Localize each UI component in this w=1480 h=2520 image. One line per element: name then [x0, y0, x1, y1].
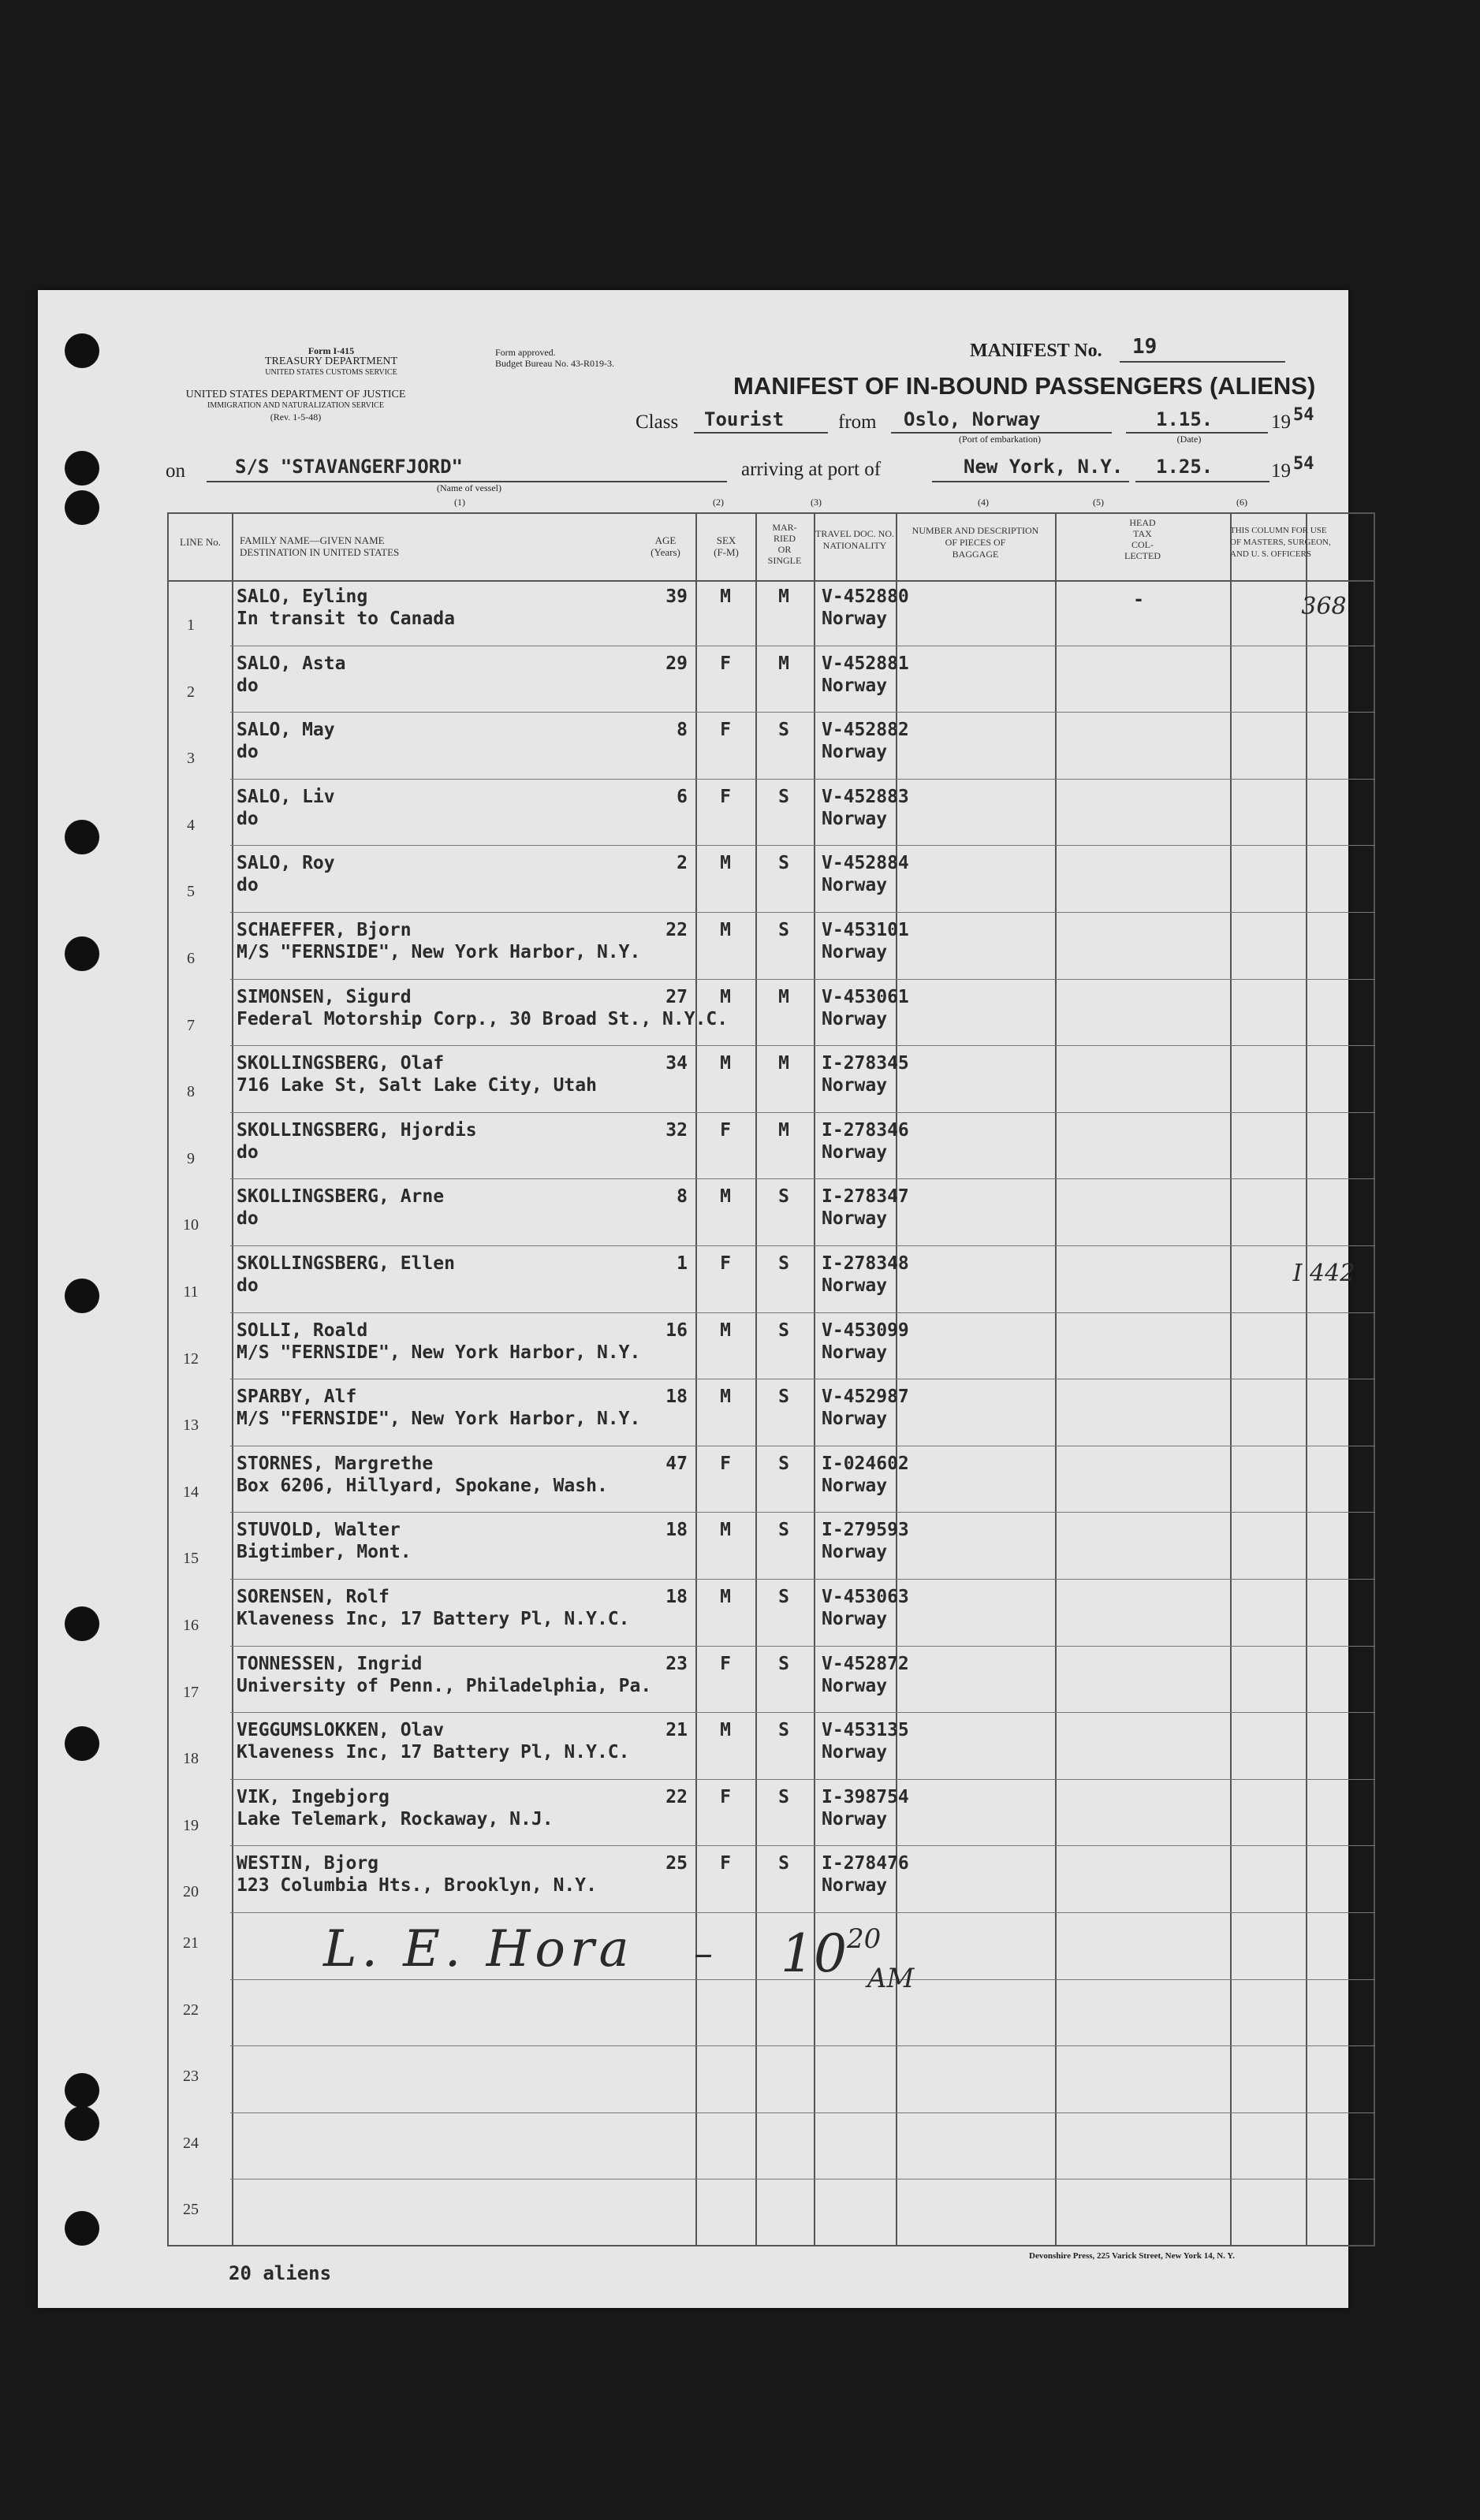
- passenger-name: SKOLLINGSBERG, Arne: [237, 1186, 445, 1208]
- arrival-time-hour: 10: [781, 1923, 847, 1984]
- age: 2: [677, 853, 688, 874]
- age: 8: [677, 720, 688, 741]
- line-number: 25: [183, 2201, 199, 2219]
- from-value: Oslo, Norway: [904, 408, 1041, 430]
- table-row: [167, 1379, 1375, 1446]
- sex: M: [720, 1587, 731, 1607]
- col-header-age: AGE (Years): [651, 534, 680, 558]
- line-number: 16: [183, 1617, 199, 1634]
- nationality: Norway: [822, 1141, 888, 1163]
- destination: M/S "FERNSIDE", New York Harbor, N.Y.: [237, 1342, 641, 1363]
- col-header-name: FAMILY NAME—GIVEN NAME DESTINATION IN UNITED STATES: [240, 534, 400, 558]
- destination: M/S "FERNSIDE", New York Harbor, N.Y.: [237, 942, 641, 962]
- destination: Federal Motorship Corp., 30 Broad St., N.Y.C.: [237, 1008, 729, 1029]
- nationality: Norway: [822, 1208, 888, 1230]
- age: 29: [665, 653, 688, 674]
- column-number: (5): [1093, 497, 1104, 508]
- age: 25: [665, 1853, 688, 1874]
- destination: do: [237, 1208, 259, 1230]
- column-number: (6): [1236, 497, 1247, 508]
- marital-status: M: [778, 586, 789, 607]
- nationality: Norway: [822, 1275, 888, 1296]
- year2-prefix: 19: [1271, 460, 1291, 482]
- sex: M: [720, 1186, 731, 1208]
- line-number: 24: [183, 2134, 199, 2152]
- table-row: [167, 979, 1375, 1046]
- travel-doc-number: I-278345: [822, 1053, 909, 1074]
- binder-hole: [65, 2211, 99, 2246]
- passenger-name: SKOLLINGSBERG, Olaf: [237, 1053, 445, 1074]
- travel-doc-number: V-453101: [822, 920, 909, 940]
- arrival-time-minutes: 20: [846, 1923, 882, 1955]
- officer-note: I 442: [1292, 1260, 1355, 1287]
- destination: Lake Telemark, Rockaway, N.J.: [237, 1808, 554, 1830]
- class-value: Tourist: [704, 408, 785, 430]
- binder-hole: [65, 820, 99, 854]
- manifest-number-underline: [1120, 361, 1285, 363]
- line-number: 21: [183, 1934, 199, 1952]
- sex: M: [720, 920, 731, 940]
- arrival-time-ampm: AM: [867, 1963, 915, 1994]
- sex: M: [720, 1720, 731, 1741]
- sex: F: [720, 653, 731, 674]
- binder-hole: [65, 2106, 99, 2141]
- travel-doc-number: V-452872: [822, 1653, 909, 1674]
- binder-hole: [65, 1279, 99, 1313]
- table-row: [167, 646, 1375, 713]
- table-row: [167, 779, 1375, 846]
- nationality: Norway: [822, 875, 888, 896]
- inspector-signature: L. E. Hora: [323, 1920, 634, 1978]
- travel-doc-number: V-453063: [822, 1587, 909, 1607]
- table-row: [167, 1178, 1375, 1245]
- nationality: Norway: [822, 1609, 888, 1629]
- line-number: 11: [183, 1283, 199, 1301]
- travel-doc-number: I-278346: [822, 1119, 909, 1141]
- destination: In transit to Canada: [237, 609, 455, 629]
- travel-doc-number: V-453099: [822, 1320, 909, 1341]
- line-number: 2: [187, 683, 195, 701]
- nationality: Norway: [822, 609, 888, 629]
- age: 22: [665, 920, 688, 940]
- nationality: Norway: [822, 1542, 888, 1563]
- line-number: 8: [187, 1083, 195, 1101]
- line-number: 18: [183, 1750, 199, 1768]
- year2-value: 54: [1293, 454, 1314, 474]
- nationality: Norway: [822, 1342, 888, 1363]
- line-number: 22: [183, 2001, 199, 2019]
- column-number: (3): [811, 497, 822, 508]
- passenger-name: SALO, Eyling: [237, 586, 368, 607]
- nationality: Norway: [822, 942, 888, 962]
- date1-value: 1.15.: [1156, 408, 1213, 430]
- budget-bureau-text: Budget Bureau No. 43-R019-3.: [495, 358, 614, 369]
- passenger-name: SALO, Roy: [237, 853, 335, 874]
- form-approval: [495, 347, 614, 369]
- from-label: from: [838, 411, 877, 433]
- table-row: [167, 712, 1375, 779]
- travel-doc-number: V-452882: [822, 720, 909, 741]
- table-row: [167, 2179, 1375, 2246]
- passenger-name: SIMONSEN, Sigurd: [237, 986, 412, 1007]
- age: 32: [665, 1119, 688, 1141]
- col-header-officers: THIS COLUMN FOR USE OF MASTERS, SURGEON, AND U. S. OFFICERS: [1230, 526, 1331, 559]
- table-row: [167, 1646, 1375, 1713]
- form-number: Form I-415: [308, 345, 355, 356]
- sex: F: [720, 1253, 731, 1274]
- line-number: 6: [187, 950, 195, 967]
- travel-doc-number: I-278348: [822, 1253, 909, 1274]
- on-label: on: [166, 460, 185, 482]
- age: 6: [677, 786, 688, 807]
- destination: Bigtimber, Mont.: [237, 1542, 412, 1563]
- table-row: [167, 1245, 1375, 1312]
- table-row: [167, 1512, 1375, 1579]
- destination: do: [237, 808, 259, 829]
- table-row: [167, 1045, 1375, 1112]
- arrival-time: [781, 1923, 881, 1984]
- line-number: 10: [183, 1216, 199, 1234]
- sex: M: [720, 1387, 731, 1408]
- travel-doc-number: I-278347: [822, 1186, 909, 1208]
- marital-status: M: [778, 1119, 789, 1141]
- travel-doc-number: I-024602: [822, 1453, 909, 1474]
- line-number: 9: [187, 1149, 195, 1167]
- date-caption: (Date): [1176, 434, 1202, 445]
- binder-hole: [65, 1726, 99, 1761]
- destination: Box 6206, Hillyard, Spokane, Wash.: [237, 1475, 608, 1496]
- destination: M/S "FERNSIDE", New York Harbor, N.Y.: [237, 1409, 641, 1430]
- total-aliens: 20 aliens: [229, 2262, 332, 2284]
- head-tax: -: [1133, 590, 1144, 610]
- sex: F: [720, 1453, 731, 1474]
- class-underline: [694, 432, 828, 434]
- destination: Klaveness Inc, 17 Battery Pl, N.Y.C.: [237, 1609, 630, 1629]
- table-row: [167, 1112, 1375, 1179]
- table-row: [167, 1446, 1375, 1513]
- passenger-name: SORENSEN, Rolf: [237, 1587, 390, 1607]
- age: 27: [665, 986, 688, 1007]
- age: 21: [665, 1720, 688, 1741]
- marital-status: M: [778, 1053, 789, 1074]
- travel-doc-number: V-452987: [822, 1387, 909, 1408]
- passenger-name: SCHAEFFER, Bjorn: [237, 920, 412, 940]
- form-header-justice: [162, 389, 430, 422]
- marital-status: S: [778, 1253, 789, 1274]
- line-number: 1: [187, 616, 195, 634]
- destination: do: [237, 875, 259, 896]
- manifest-number-label: MANIFEST No.: [970, 341, 1102, 361]
- marital-status: S: [778, 1653, 789, 1674]
- marital-status: S: [778, 1453, 789, 1474]
- passenger-name: SOLLI, Roald: [237, 1320, 368, 1341]
- nationality: Norway: [822, 1075, 888, 1096]
- table-row: [167, 912, 1375, 979]
- marital-status: S: [778, 1186, 789, 1208]
- customs-service: UNITED STATES CUSTOMS SERVICE: [265, 368, 397, 377]
- manifest-number-value: 19: [1132, 335, 1158, 359]
- nationality: Norway: [822, 1675, 888, 1696]
- table-row: [167, 1579, 1375, 1646]
- nationality: Norway: [822, 1475, 888, 1496]
- line-number: 15: [183, 1550, 199, 1568]
- nationality: Norway: [822, 1008, 888, 1029]
- age: 47: [665, 1453, 688, 1474]
- marital-status: S: [778, 1720, 789, 1741]
- officer-note: 368: [1301, 593, 1347, 620]
- sex: F: [720, 786, 731, 807]
- passenger-name: SKOLLINGSBERG, Ellen: [237, 1253, 455, 1274]
- sex: F: [720, 1119, 731, 1141]
- age: 18: [665, 1387, 688, 1408]
- passenger-name: TONNESSEN, Ingrid: [237, 1653, 423, 1674]
- line-number: 23: [183, 2068, 199, 2086]
- sex: M: [720, 1520, 731, 1541]
- sex: M: [720, 986, 731, 1007]
- destination: 716 Lake St, Salt Lake City, Utah: [237, 1075, 597, 1096]
- age: 18: [665, 1520, 688, 1541]
- destination: Klaveness Inc, 17 Battery Pl, N.Y.C.: [237, 1742, 630, 1763]
- line-number: 13: [183, 1416, 199, 1435]
- treasury-department: TREASURY DEPARTMENT: [264, 355, 398, 367]
- binder-hole: [65, 2073, 99, 2108]
- destination: 123 Columbia Hts., Brooklyn, N.Y.: [237, 1875, 597, 1897]
- year1-prefix: 19: [1271, 411, 1291, 433]
- immigration-service: IMMIGRATION AND NATURALIZATION SERVICE: [207, 401, 384, 410]
- passenger-name: WESTIN, Bjorg: [237, 1853, 379, 1874]
- sex: M: [720, 1320, 731, 1341]
- table-row: [167, 1979, 1375, 2046]
- table-row: [167, 579, 1375, 646]
- year1-value: 54: [1293, 405, 1314, 425]
- destination: do: [237, 742, 259, 763]
- age: 34: [665, 1053, 688, 1074]
- table-row: [167, 2045, 1375, 2112]
- line-number: 20: [183, 1883, 199, 1901]
- column-number: (1): [454, 497, 465, 508]
- marital-status: M: [778, 653, 789, 674]
- nationality: Norway: [822, 808, 888, 829]
- nationality: Norway: [822, 742, 888, 763]
- table-row: [167, 1779, 1375, 1846]
- binder-hole: [65, 936, 99, 971]
- table-row: [167, 2112, 1375, 2179]
- marital-status: S: [778, 1520, 789, 1541]
- travel-doc-number: V-453135: [822, 1720, 909, 1741]
- line-number: 4: [187, 816, 195, 834]
- vessel-value: S/S "STAVANGERFJORD": [235, 456, 463, 478]
- table-row: [167, 1712, 1375, 1779]
- binder-hole: [65, 490, 99, 525]
- date2-value: 1.25.: [1156, 456, 1213, 478]
- age: 23: [665, 1653, 688, 1674]
- nationality: Norway: [822, 1742, 888, 1763]
- sex: F: [720, 720, 731, 741]
- printer-imprint: Devonshire Press, 225 Varick Street, New York 14, N. Y.: [1029, 2251, 1235, 2261]
- col-header-tax: HEAD TAX COL- LECTED: [1124, 517, 1161, 561]
- travel-doc-number: V-453061: [822, 986, 909, 1007]
- date2-underline: [1135, 481, 1269, 482]
- marital-status: S: [778, 1587, 789, 1607]
- age: 8: [677, 1186, 688, 1208]
- destination: University of Penn., Philadelphia, Pa.: [237, 1675, 652, 1696]
- col-header-sex: SEX (F-M): [714, 534, 739, 558]
- destination: do: [237, 675, 259, 696]
- embarkation-caption: (Port of embarkation): [959, 434, 1041, 445]
- column-number: (4): [978, 497, 989, 508]
- line-number: 5: [187, 883, 195, 901]
- line-number: 3: [187, 750, 195, 768]
- age: 18: [665, 1587, 688, 1607]
- line-number: 14: [183, 1483, 199, 1501]
- table-row: [167, 845, 1375, 912]
- col-header-baggage: NUMBER AND DESCRIPTION OF PIECES OF BAGGAGE: [911, 525, 1039, 560]
- passenger-name: VEGGUMSLOKKEN, Olav: [237, 1720, 445, 1741]
- age: 16: [665, 1320, 688, 1341]
- sex: M: [720, 1053, 731, 1074]
- marital-status: S: [778, 1387, 789, 1408]
- col-header-line: LINE No.: [180, 536, 221, 548]
- table-row: [167, 1845, 1375, 1912]
- passenger-name: SKOLLINGSBERG, Hjordis: [237, 1119, 477, 1141]
- marital-status: M: [778, 986, 789, 1007]
- passenger-name: SALO, Liv: [237, 786, 335, 807]
- line-number: 19: [183, 1816, 199, 1834]
- travel-doc-number: V-452883: [822, 786, 909, 807]
- vessel-caption: (Name of vessel): [437, 482, 501, 493]
- binder-hole: [65, 1606, 99, 1641]
- column-number: (2): [713, 497, 724, 508]
- marital-status: S: [778, 1853, 789, 1874]
- form-revision: (Rev. 1-5-48): [270, 411, 322, 422]
- passenger-name: SPARBY, Alf: [237, 1387, 357, 1408]
- passenger-name: SALO, Asta: [237, 653, 346, 674]
- passenger-name: STORNES, Margrethe: [237, 1453, 434, 1474]
- marital-status: S: [778, 720, 789, 741]
- port-value: New York, N.Y.: [964, 456, 1124, 478]
- signature-dash: –: [694, 1931, 713, 1975]
- passenger-name: SALO, May: [237, 720, 335, 741]
- nationality: Norway: [822, 1409, 888, 1430]
- age: 39: [665, 586, 688, 607]
- col-header-travel: TRAVEL DOC. NO. NATIONALITY: [815, 528, 894, 551]
- destination: do: [237, 1141, 259, 1163]
- line-number: 7: [187, 1016, 195, 1034]
- line-number: 12: [183, 1349, 199, 1368]
- travel-doc-number: I-278476: [822, 1853, 909, 1874]
- binder-hole: [65, 451, 99, 486]
- arriving-label: arriving at port of: [741, 459, 882, 480]
- nationality: Norway: [822, 1808, 888, 1830]
- travel-doc-number: V-452884: [822, 853, 909, 874]
- marital-status: S: [778, 1320, 789, 1341]
- table-row: [167, 1312, 1375, 1379]
- marital-status: S: [778, 920, 789, 940]
- marital-status: S: [778, 1786, 789, 1807]
- manifest-title: MANIFEST OF IN-BOUND PASSENGERS (ALIENS): [733, 372, 1316, 400]
- passenger-name: STUVOLD, Walter: [237, 1520, 401, 1541]
- age: 1: [677, 1253, 688, 1274]
- line-number: 17: [183, 1683, 199, 1701]
- form-header-treasury: [237, 345, 426, 378]
- travel-doc-number: V-452880: [822, 586, 909, 607]
- travel-doc-number: I-279593: [822, 1520, 909, 1541]
- class-label: Class: [636, 411, 679, 433]
- travel-doc-number: V-452881: [822, 653, 909, 674]
- marital-status: S: [778, 786, 789, 807]
- col-header-married: MAR- RIED OR SINGLE: [767, 522, 802, 566]
- sex: M: [720, 586, 731, 607]
- sex: F: [720, 1786, 731, 1807]
- port-underline: [932, 481, 1129, 482]
- sex: F: [720, 1853, 731, 1874]
- nationality: Norway: [822, 1875, 888, 1897]
- nationality: Norway: [822, 675, 888, 696]
- marital-status: S: [778, 853, 789, 874]
- sex: F: [720, 1653, 731, 1674]
- binder-hole: [65, 333, 99, 368]
- passenger-name: VIK, Ingebjorg: [237, 1786, 390, 1807]
- justice-department: UNITED STATES DEPARTMENT OF JUSTICE: [185, 389, 406, 400]
- approved-text: Form approved.: [495, 347, 556, 358]
- travel-doc-number: I-398754: [822, 1786, 909, 1807]
- destination: do: [237, 1275, 259, 1296]
- age: 22: [665, 1786, 688, 1807]
- sex: M: [720, 853, 731, 874]
